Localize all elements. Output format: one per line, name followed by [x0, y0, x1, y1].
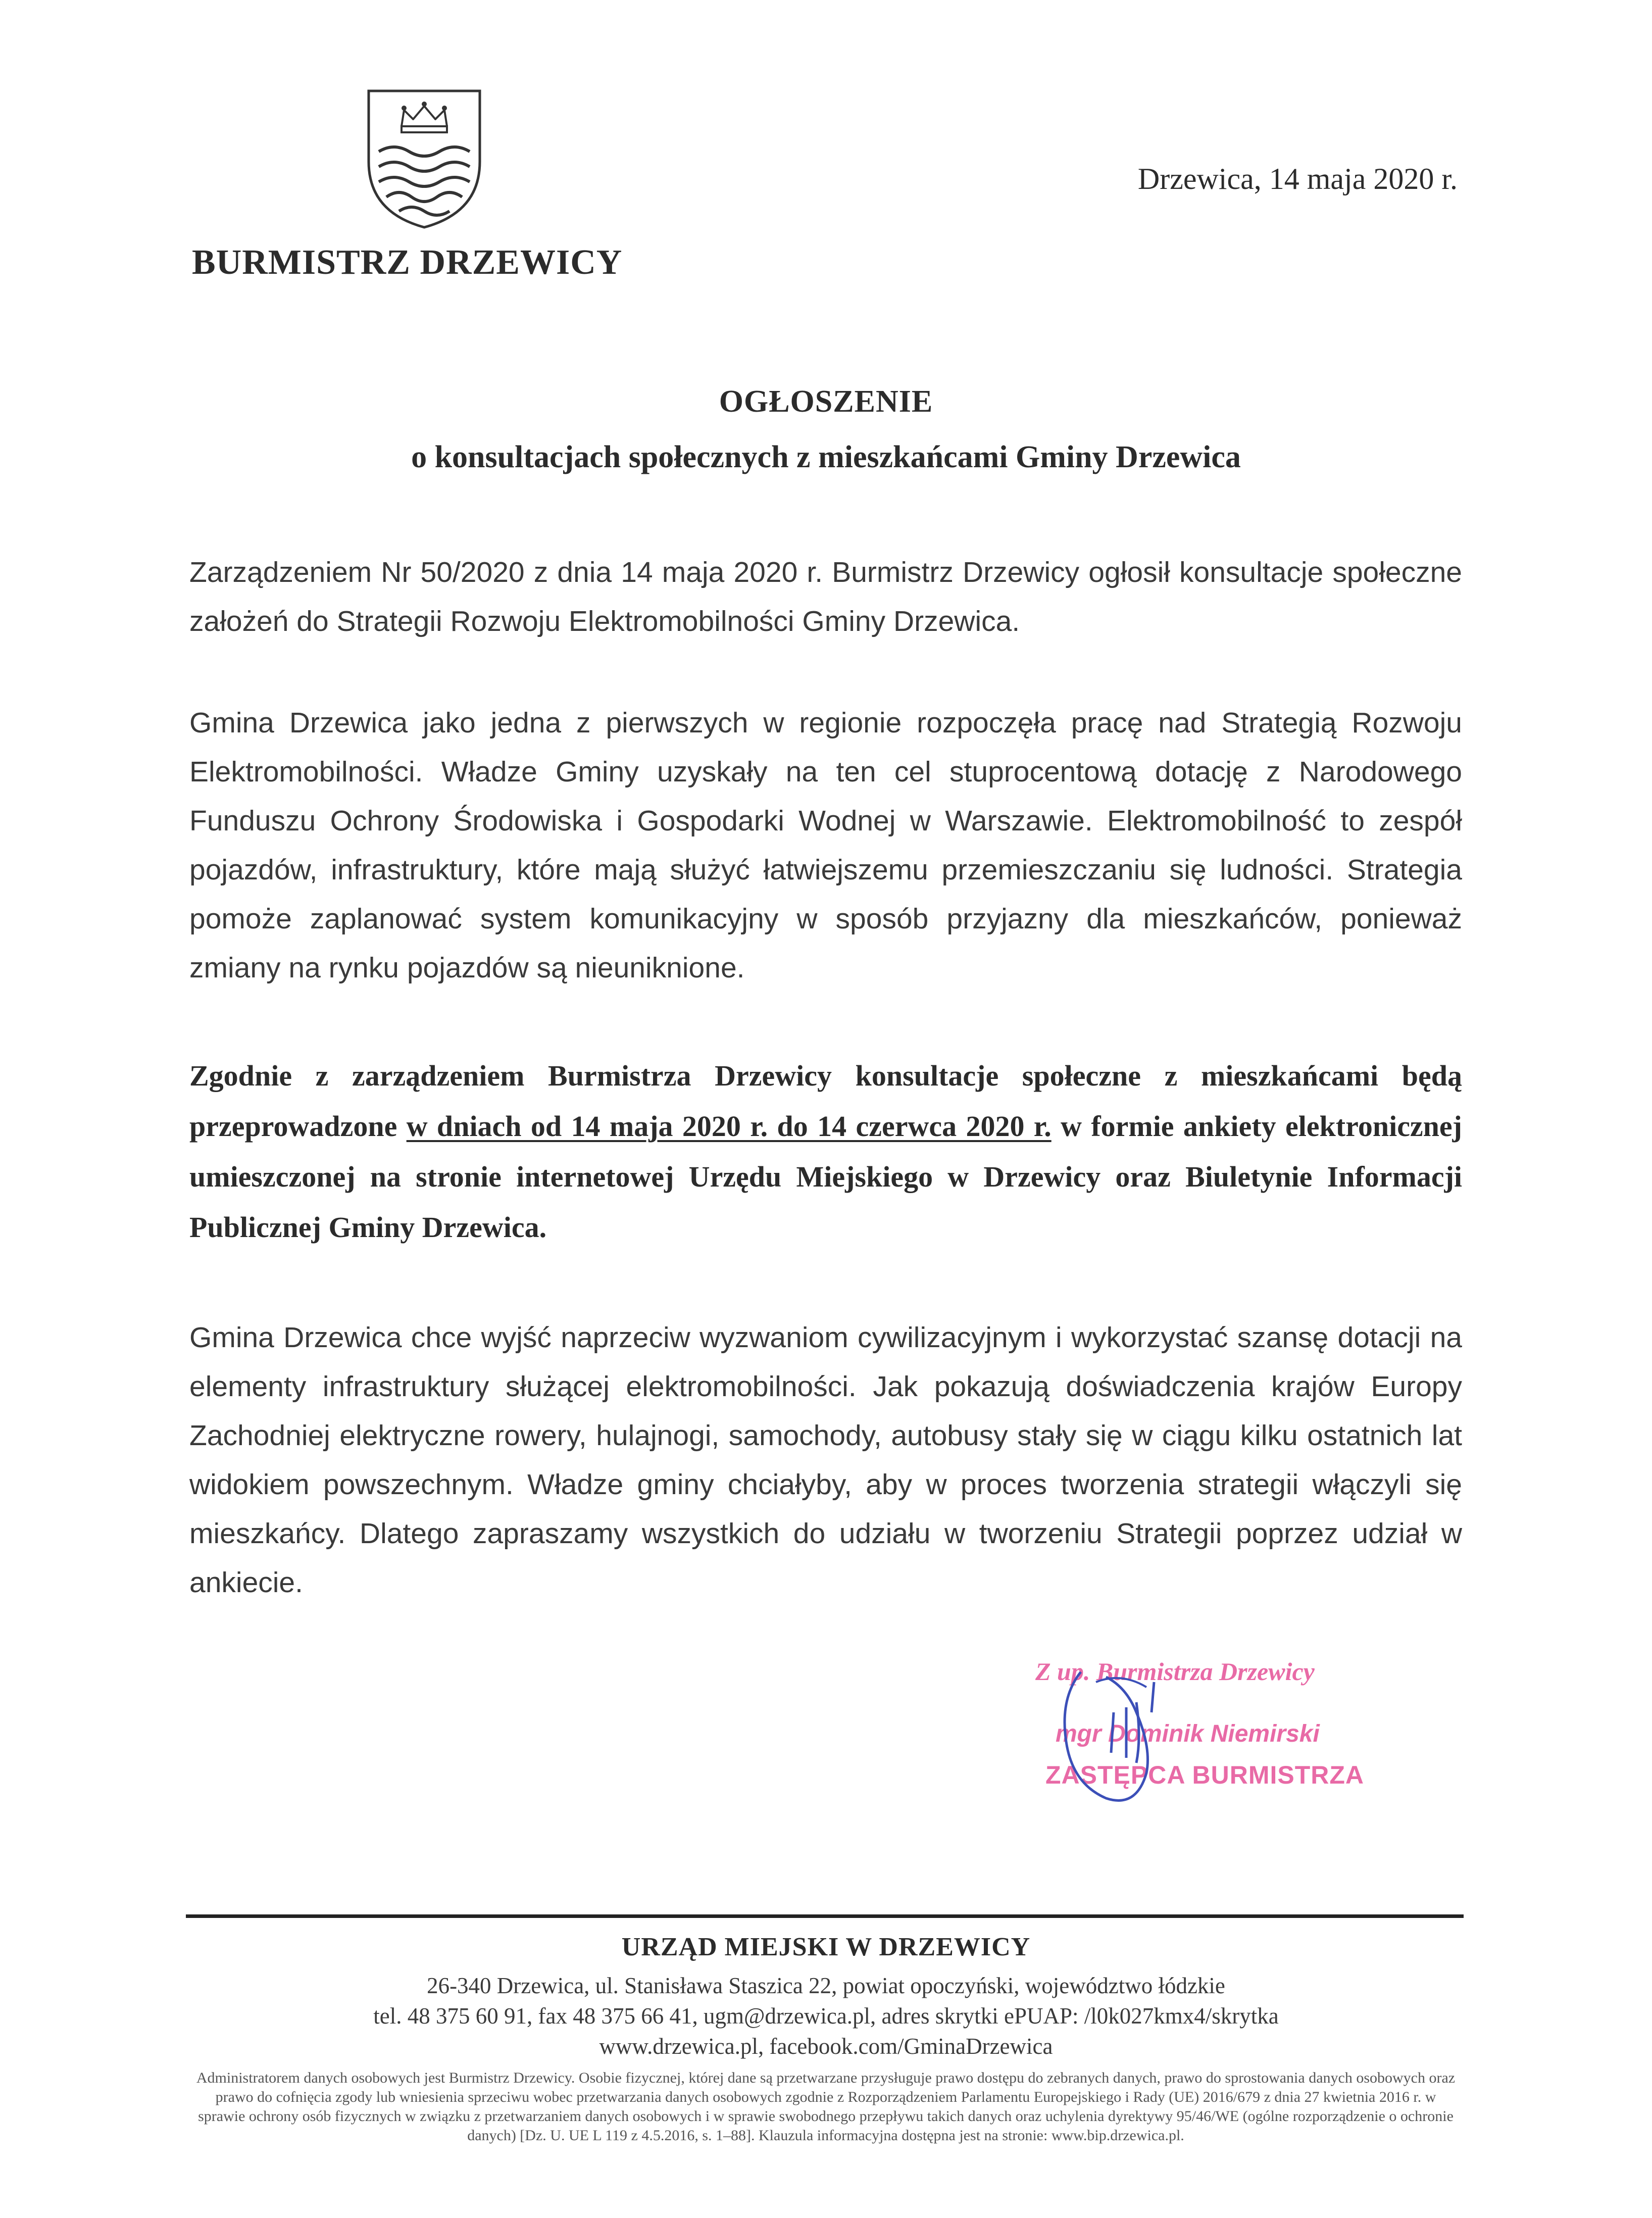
coat-of-arms-icon: [364, 86, 485, 232]
paragraph-strategy: Gmina Drzewica jako jedna z pierwszych w regionie rozpoczęła pracę nad Strategią Rozwoju Elektromobilności. Władze Gminy uzyskały na ten cel stuprocentową dotację z Narodowego Funduszu Ochrony Środowiska i Gospodarki Wodnej w Warszawie. Elektromobilność to zespół pojazdów, infrastruktury, które mają służyć łatwiejszemu przemieszczaniu się ludności. Strategia pomoże zaplanować system komunikacyjny w sposób przyjazny dla mieszkańców, ponieważ zmiany na rynku pojazdów są nieuniknione.: [189, 707, 1462, 984]
footer-address: 26-340 Drzewica, ul. Stanisława Staszica 22, powiat opoczyński, województwo łódzkie: [427, 1973, 1225, 1998]
paragraph-invitation: Gmina Drzewica chce wyjść naprzeciw wyzwaniom cywilizacyjnym i wykorzystać szansę dotacji na elementy infrastruktury służącej elektromobilności. Jak pokazują doświadczenia krajów Europy Zachodniej elektryczne rowery, hulajnogi, samochody, autobusy stały się w ciągu kilku ostatnich lat widokiem powszechnym. Władze gminy chciałyby, aby w proces tworzenia strategii włączyli się mieszkańcy. Dlatego zapraszamy wszystkich do udziału w tworzeniu Strategii poprzez udział w ankiecie.: [189, 1321, 1462, 1599]
paragraph-consultation-dates: [189, 1051, 1462, 1253]
document-date: Drzewica, 14 maja 2020 r.: [1137, 162, 1458, 195]
consultation-text-start: Zgodnie z zarządzeniem Burmistrza Drzewicy konsultacje społeczne z mieszkańcami będą przeprowadzone: [189, 1059, 1462, 1143]
footer-contact: tel. 48 375 60 91, fax 48 375 66 41, ugm@drzewica.pl, adres skrytki ePUAP: /l0k027kmx4/skrytka: [373, 2003, 1279, 2029]
footer-office-name: URZĄD MIEJSKI W DRZEWICY: [621, 1933, 1031, 1961]
consultation-date-range: w dniach od 14 maja 2020 r. do 14 czerwca 2020 r.: [406, 1110, 1052, 1143]
footer-gdpr-clause: Administratorem danych osobowych jest Burmistrz Drzewicy. Osobie fizycznej, której dane są przetwarzane przysługuje prawo dostępu do zebranych danych, prawo do sprostowania danych osobowych oraz prawo do cofnięcia zgody lub wniesienia sprzeciwu wobec przetwarzania danych osobowych zgodnie z Rozporządzeniem Parlamentu Europejskiego i Rady (UE) 2016/679 z dnia 27 kwietnia 2016 r. w sprawie ochrony osób fizycznych w związku z przetwarzaniem danych osobowych i w sprawie swobodnego przepływu takich danych oraz uchylenia dyrektywy 95/46/WE (ogólne rozporządzenie o ochronie danych) [Dz. U. UE L 119 z 4.5.2016, s. 1–88]. Klauzula informacyjna dostępna jest na stronie: www.bip.drzewica.pl.: [196, 2069, 1456, 2144]
consultation-text-end: w formie ankiety elektronicznej umieszczonej na stronie internetowej Urzędu Miejskiego w Drzewicy oraz Biuletynie Informacji Publicznej Gminy Drzewica.: [189, 1110, 1462, 1244]
handwritten-signature: [1050, 1652, 1202, 1823]
footer-web: www.drzewica.pl, facebook.com/GminaDrzewica: [599, 2034, 1053, 2059]
stamp-signatory-title: ZASTĘPCA BURMISTRZA: [1045, 1761, 1365, 1789]
notice-subtitle: o konsultacjach społecznych z mieszkańcami Gminy Drzewica: [411, 440, 1241, 474]
issuing-authority: BURMISTRZ DRZEWICY: [192, 243, 623, 282]
notice-title: OGŁOSZENIE: [719, 384, 933, 419]
stamp-authorization: Z up. Burmistrza Drzewicy: [1035, 1657, 1315, 1686]
crown-icon: [402, 102, 447, 132]
paragraph-ordinance: Zarządzeniem Nr 50/2020 z dnia 14 maja 2020 r. Burmistrz Drzewicy ogłosił konsultacje społeczne założeń do Strategii Rozwoju Elektromobilności Gminy Drzewica.: [189, 556, 1462, 637]
waves-icon: [379, 147, 470, 215]
footer-divider: [186, 1914, 1464, 1918]
stamp-signatory-name: mgr Dominik Niemirski: [1056, 1720, 1320, 1747]
